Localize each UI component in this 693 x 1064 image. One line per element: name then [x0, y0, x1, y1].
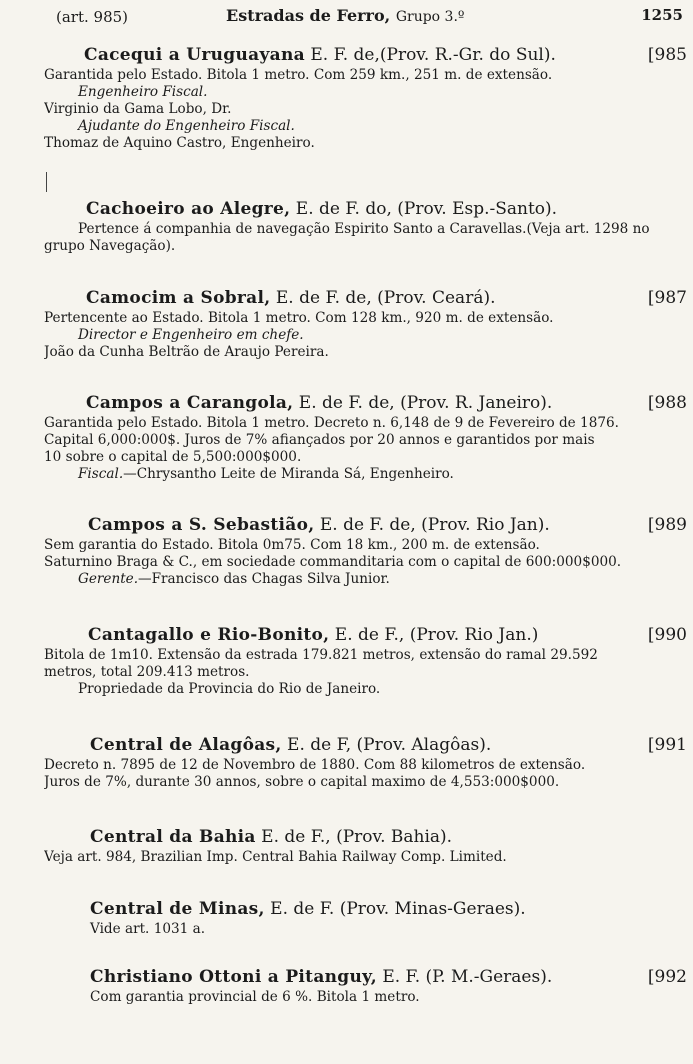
entry-line: Capital 6,000:000$. Juros de 7% afiançados por 20 annos e garantidos por mais [44, 432, 595, 448]
article-number: [991 [647, 735, 687, 755]
entry-role: Engenheiro Fiscal. [78, 84, 208, 100]
entry-title [44, 826, 687, 848]
railway-name: Central de Alagôas, [90, 735, 282, 755]
entry-title [44, 898, 687, 920]
entry-991 [44, 734, 687, 791]
railway-desc: E. de F. de, (Prov. Rio Jan). [314, 515, 550, 535]
entry-line: Veja art. 984, Brazilian Imp. Central Bahia Railway Comp. Limited. [44, 849, 507, 865]
entry-role: Director e Engenheiro em chefe. [78, 327, 304, 343]
page-header [56, 6, 683, 28]
entry-line: Vide art. 1031 a. [90, 921, 206, 937]
railway-desc: E. F. de,(Prov. R.-Gr. do Sul). [304, 45, 556, 65]
entry-line: Pertencente ao Estado. Bitola 1 metro. Com 128 km., 920 m. de extensão. [44, 310, 554, 326]
entry-title [44, 514, 687, 536]
railway-name: Central da Bahia [90, 827, 256, 847]
entry-line [44, 571, 687, 588]
railway-desc: E. de F, (Prov. Alagôas). [281, 735, 492, 755]
header-group: Grupo 3.º [395, 9, 465, 25]
railway-name: Cantagallo e Rio-Bonito, [88, 625, 330, 645]
railway-desc: E. F. (P. M.-Geraes). [376, 967, 553, 987]
entry-person: —Chrysantho Leite de Miranda Sá, Engenheiro. [123, 466, 454, 482]
article-number: [988 [647, 393, 687, 413]
entry-central-minas [44, 898, 687, 938]
entry-line: Com garantia provincial de 6 %. Bitola 1 metro. [90, 989, 420, 1005]
header-article-ref: (art. 985) [56, 8, 129, 26]
entry-line: 10 sobre o capital de 5,500:000$000. [44, 449, 302, 465]
entry-line: Virginio da Gama Lobo, Dr. [44, 101, 232, 117]
entry-line: metros, total 209.413 metros. [44, 664, 250, 680]
railway-desc: E. de F. de, (Prov. Ceará). [270, 288, 496, 308]
entry-986 [44, 198, 687, 255]
entry-line: Thomaz de Aquino Castro, Engenheiro. [44, 135, 315, 151]
entry-title [44, 198, 687, 220]
entry-central-bahia [44, 826, 687, 866]
railway-name: Camocim a Sobral, [86, 288, 271, 308]
entry-title [44, 624, 687, 646]
railway-name: Cachoeiro ao Alegre, [86, 199, 291, 219]
entry-role: Fiscal. [78, 466, 124, 482]
margin-mark [46, 172, 47, 192]
entry-line: Decreto n. 7895 de 12 de Novembro de 1880. Com 88 kilometros de extensão. [44, 757, 586, 773]
entry-line [44, 466, 687, 483]
railway-desc: E. de F., (Prov. Rio Jan.) [329, 625, 539, 645]
header-title-text: Estradas de Ferro, [226, 6, 391, 25]
article-number: [990 [647, 625, 687, 645]
entry-title [44, 734, 687, 756]
entry-989 [44, 514, 687, 588]
article-number: [987 [647, 288, 687, 308]
entry-line: Propriedade da Provincia do Rio de Janeiro. [78, 681, 381, 697]
entry-988 [44, 392, 687, 483]
railway-name: Campos a S. Sebastião, [88, 515, 315, 535]
entry-992 [44, 966, 687, 1006]
railway-desc: E. de F., (Prov. Bahia). [255, 827, 453, 847]
entry-title [44, 966, 687, 988]
entry-person: —Francisco das Chagas Silva Junior. [138, 571, 390, 587]
railway-name: Christiano Ottoni a Pitanguy, [90, 967, 377, 987]
entry-title [44, 44, 687, 66]
railway-name: Central de Minas, [90, 899, 265, 919]
entry-role: Gerente. [78, 571, 139, 587]
entry-title [44, 392, 687, 414]
entry-line: Bitola de 1m10. Extensão da estrada 179.821 metros, extensão do ramal 29.592 [44, 647, 598, 663]
header-page-number: 1255 [641, 6, 683, 24]
entry-line: Sem garantia do Estado. Bitola 0m75. Com 18 km., 200 m. de extensão. [44, 537, 540, 553]
railway-name: Cacequi a Uruguayana [84, 45, 305, 65]
entry-line: João da Cunha Beltrão de Araujo Pereira. [44, 344, 329, 360]
entry-title [44, 287, 687, 309]
railway-desc: E. de F. (Prov. Minas-Geraes). [264, 899, 526, 919]
entry-990 [44, 624, 687, 698]
railway-desc: E. de F. de, (Prov. R. Janeiro). [293, 393, 553, 413]
entry-line: grupo Navegação). [44, 238, 176, 254]
entry-line: Juros de 7%, durante 30 annos, sobre o capital maximo de 4,553:000$000. [44, 774, 560, 790]
railway-name: Campos a Carangola, [86, 393, 294, 413]
entry-line: Pertence á companhia de navegação Espirito Santo a Caravellas.(Veja art. 1298 no [78, 221, 650, 237]
railway-desc: E. de F. do, (Prov. Esp.-Santo). [290, 199, 558, 219]
entry-role: Ajudante do Engenheiro Fiscal. [78, 118, 295, 134]
entry-line: Garantida pelo Estado. Bitola 1 metro. Decreto n. 6,148 de 9 de Fevereiro de 1876. [44, 415, 619, 431]
entry-line: Garantida pelo Estado. Bitola 1 metro. Com 259 km., 251 m. de extensão. [44, 67, 553, 83]
header-title [226, 6, 465, 25]
article-number: [989 [647, 515, 687, 535]
article-number: [985 [647, 45, 687, 65]
article-number: [992 [647, 967, 687, 987]
entry-987 [44, 287, 687, 361]
entry-985 [44, 44, 687, 152]
entry-line: Saturnino Braga & C., em sociedade commanditaria com o capital de 600:000$000. [44, 554, 622, 570]
